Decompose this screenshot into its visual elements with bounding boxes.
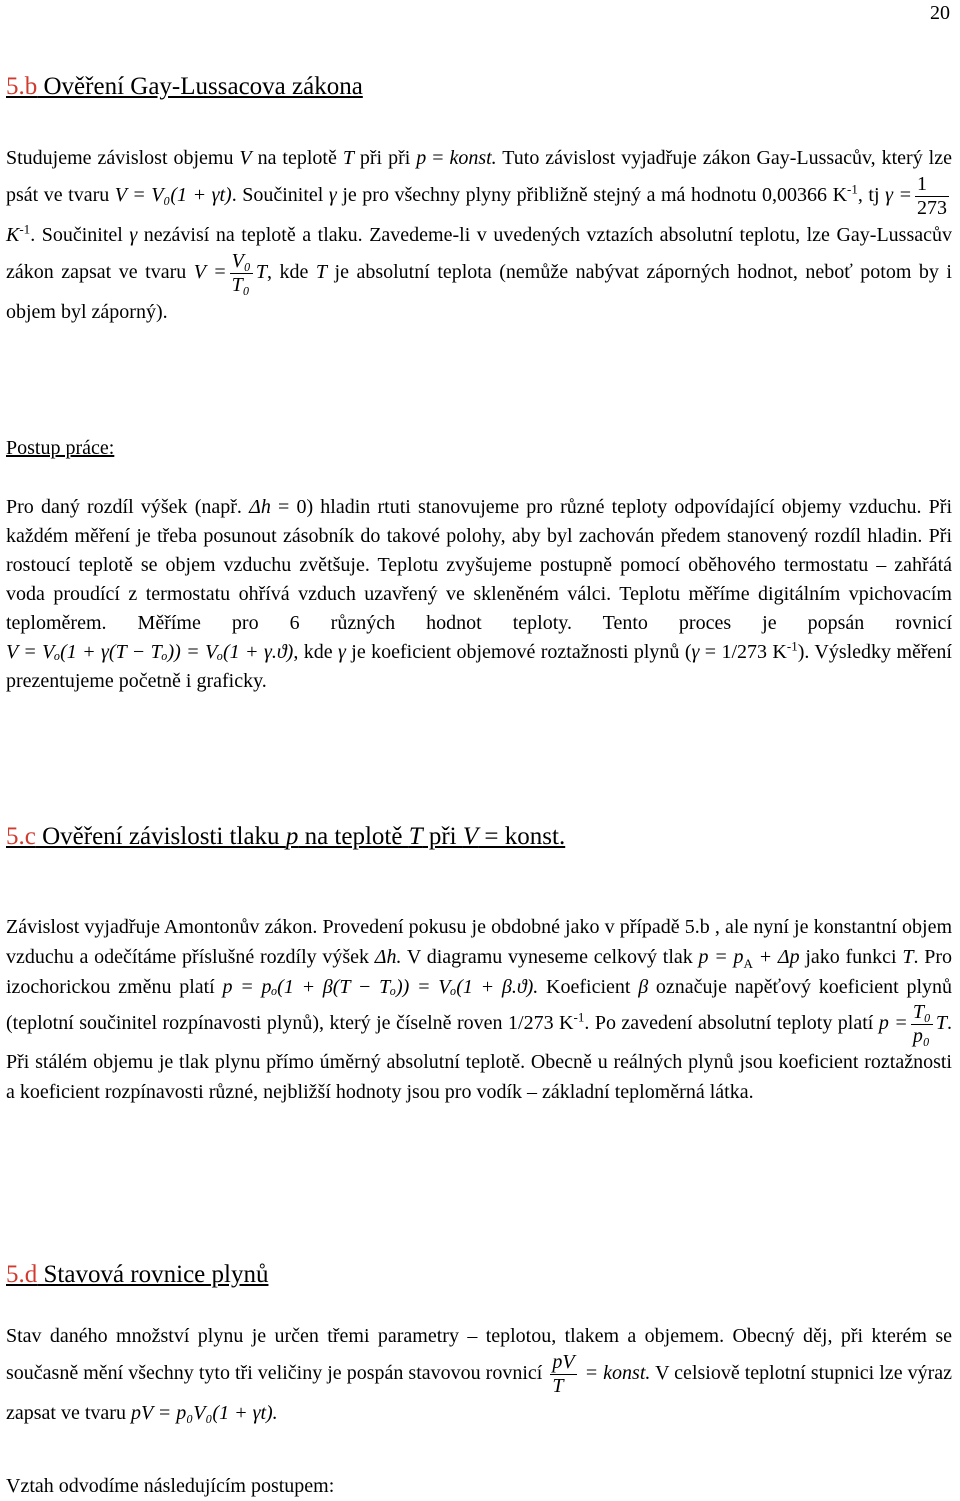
equation-procedure: V = Vₒ(1 + γ(T − Tₒ)) = Vₒ(1 + γ.ϑ) — [6, 641, 294, 663]
page-number: 20 — [930, 2, 950, 24]
equation-pressure: p = pₒ(1 + β(T − Tₒ)) = Vₒ(1 + β.ϑ). — [222, 976, 539, 998]
paragraph-state-equation: Stav daného množství plynu je určen třemi parametry – teplotou, tlakem a objemem. Obecný děj, při kterém se současně mění všechny tyto tři veličiny je pospán stavovou rovnicí $\frac{pV}{T}$ = konst. V celsiově teplotní stupnici lze výraz zapsat ve tvaru pV = p₀V₀(1 + γt). — [6, 1325, 953, 1424]
equation-gay-lussac: V = V₀(1 + γt) — [114, 184, 232, 207]
fraction-pv-t: $\frac{pV}{T}$ — [552, 1351, 575, 1397]
paragraph-amonton: Závislost vyjadřuje Amontonův zákon. Provedení pokusu je obdobné jako v případě 5.b , ale nyní je konstantní objem vzduchu a odečítáme příslušné rozdíly výšek Δh. V diagramu vyneseme celkový tlak $p = p_A + \Delta p$ jako funkci T. Pro izochorickou změnu platí p = pₒ(1 + β(T − Tₒ)) = Vₒ(1 + β.ϑ). Koeficient β označuje napěťový koeficient plynů (teplotní součinitel rozpínavosti plynů), který je číselně roven 1/273 $K^{-1}$. Po zavedení absolutní teploty platí p = $\frac{\text{T₀}}{\text{p₀}}$ T. Při stálém objemu je tlak plynu přímo úměrný absolutní teplotě. Obecně u reálných plynů jsou koeficient roztažnosti a koeficient rozpínavosti různé, nejbližší hodnoty jsou pro vodík – základní teploměrná látka. — [6, 916, 953, 1103]
section-heading-5c: 5.c Ověření závislosti tlaku p na teplotě T při V = konst. — [6, 823, 566, 850]
fraction-v0-t0: $\frac{\text{V₀}}{\text{T₀}}$ — [231, 250, 251, 296]
closing-line: Vztah odvodíme následujícím postupem: — [6, 1475, 335, 1497]
equation-state: pV = p₀V₀(1 + γt). — [130, 1402, 278, 1424]
section-number: 5.b — [6, 73, 38, 100]
paragraph-procedure: Pro daný rozdíl výšek (např. Δh = 0) hladin rtuti stanovujeme pro různé teploty odpovídající objemy vzduchu. Při každém měření je třeba posunout zásobník do takové polohy, aby byl zachován předem stanovený rozdíl hladin. Při rostoucí teplotě se objem vzduchu zvětšuje. Teplotu zvyšujeme postupně pomocí oběhového termostatu – zahřátá voda proudící z termostatu ohřívá vzduch uzavřený ve skleněném válci. Teplotu měříme digitálním vpichovacím teploměrem. Měříme pro 6 různých hodnot teploty. Tento proces je popsán rovnicí V = Vₒ(1 + γ(T − Tₒ)) = Vₒ(1 + γ.ϑ), kde γ je koeficient objemové roztažnosti plynů (γ = 1/273 $K^{-1}$). Výsledky měření prezentujeme početně i graficky. — [6, 496, 953, 692]
section-heading-5b — [6, 73, 363, 101]
section-heading-5d: 5.d Stavová rovnice plynů — [6, 1261, 269, 1288]
procedure-label: Postup práce: — [6, 437, 115, 459]
fraction-1-273: $\frac{1}{273}$ — [917, 173, 947, 219]
section-title: Ověření Gay-Lussacova zákona — [43, 73, 363, 100]
paragraph-gay-lussac: Studujeme závislost objemu V na teplotě T při při p = konst. Tuto závislost vyjadřuje zákon Gay-Lussacův, který lze psát ve tvaru V = V₀(1 + γt). Součinitel γ je pro všechny plyny přibližně stejný a má hodnotu 0,00366 $K^{-1}$, tj γ = $\frac{1}{273}$ $K^{-1}$. Součinitel γ nezávisí na teplotě a tlaku. Zavedeme-li v uvedených vztazích absolutní teplotu, lze Gay-Lussacův zákon zapsat ve tvaru V = $\frac{\text{V₀}}{\text{T₀}}$ T, kde T je absolutní teplota (nemůže nabývat záporných hodnot, neboť potom by i objem byl záporný). — [6, 147, 952, 323]
fraction-t0-p0: $\frac{\text{T₀}}{\text{p₀}}$ — [912, 1001, 931, 1047]
